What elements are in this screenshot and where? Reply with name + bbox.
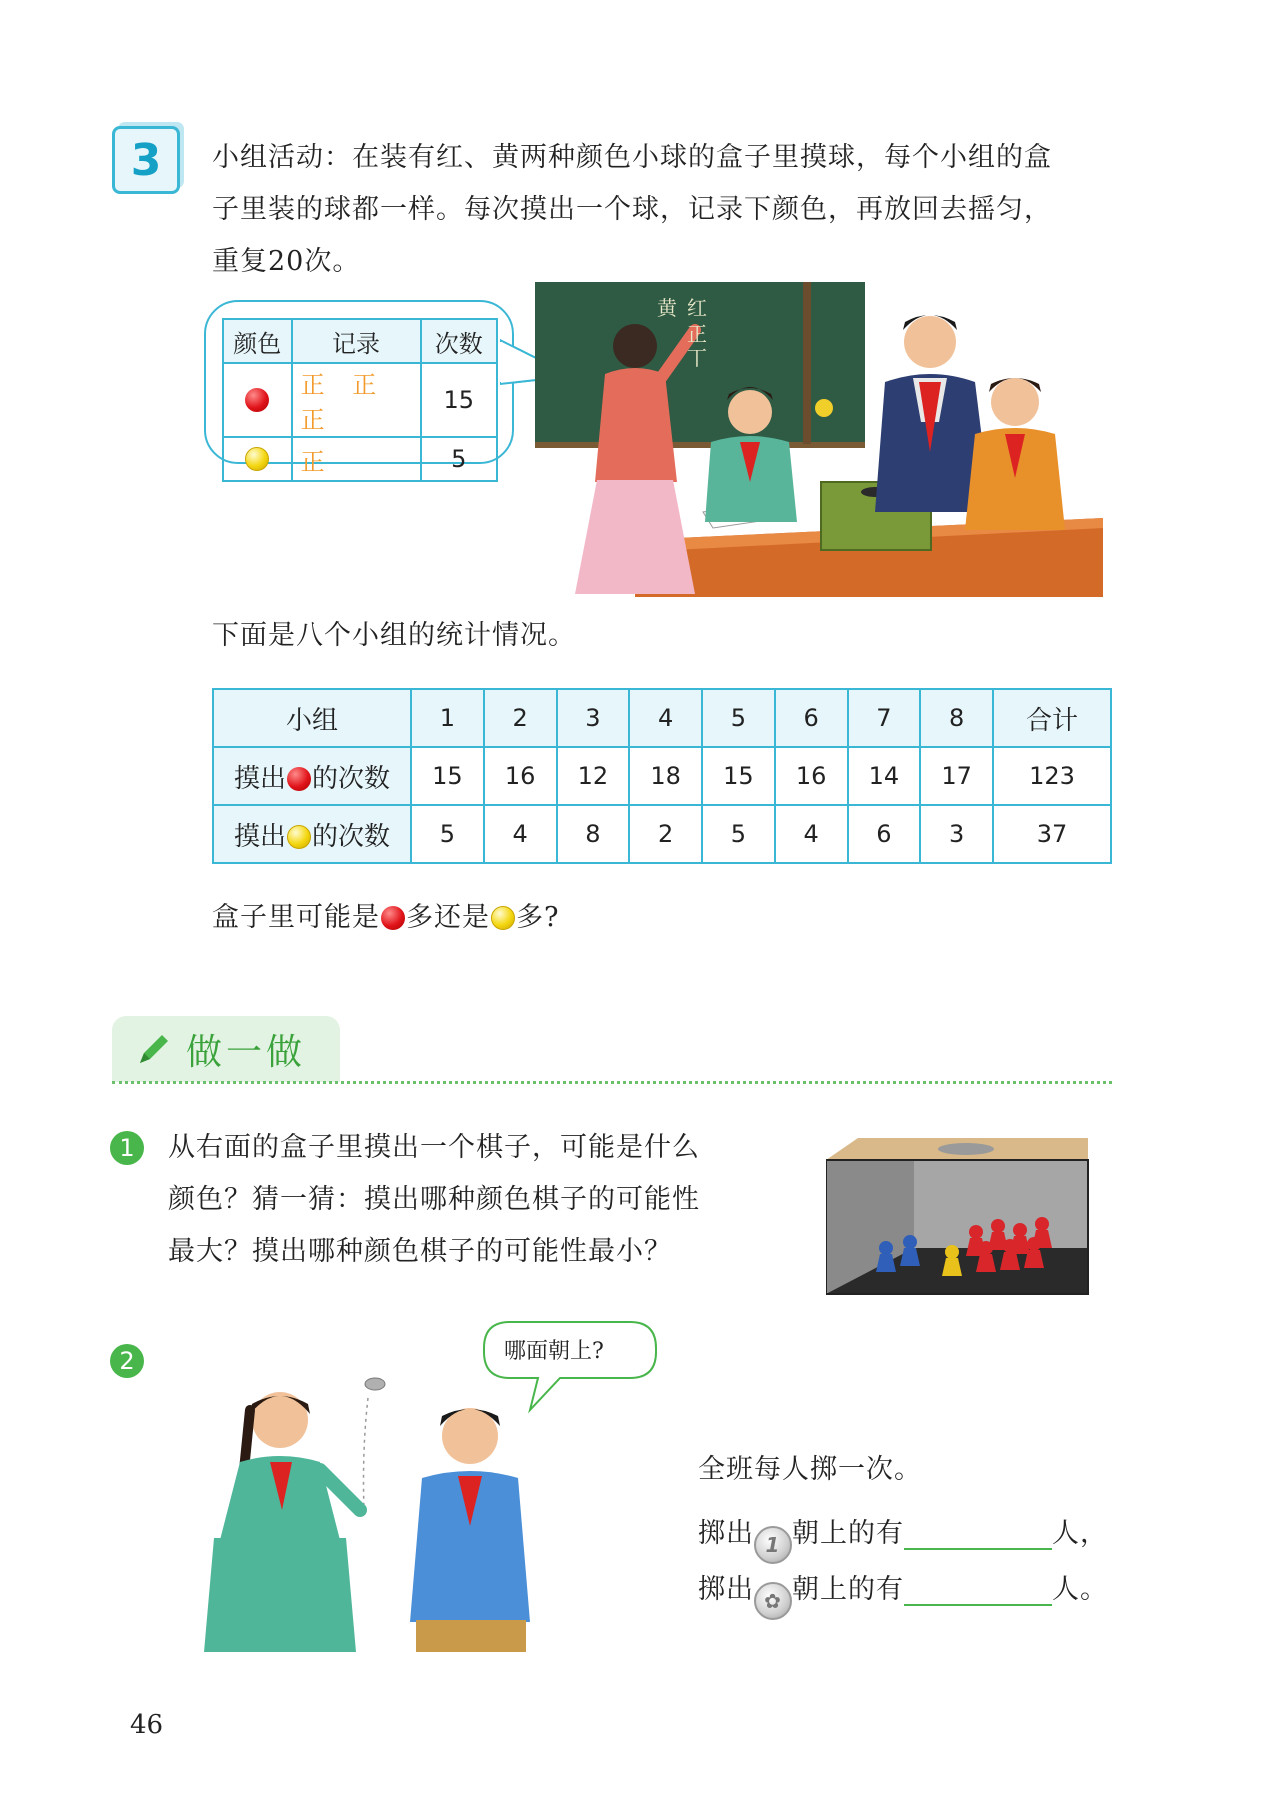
stats-group: 4 [629, 689, 702, 747]
question-mid: 多还是 [406, 902, 490, 933]
row-label-post: 的次数 [312, 821, 391, 852]
stats-group: 3 [557, 689, 630, 747]
record-tally: 正 [292, 437, 421, 481]
classroom-scene [535, 282, 1105, 597]
row-label-pre: 摸出 [233, 763, 286, 794]
record-tally: 正 正 正 [292, 363, 421, 437]
stats-cell: 4 [484, 805, 557, 863]
stats-cell: 16 [484, 747, 557, 805]
exercise-1-line-1: 从右面的盒子里摸出一个棋子，可能是什么 [168, 1132, 700, 1163]
red-ball-icon [223, 363, 292, 437]
line-3-end: 人。 [1052, 1574, 1108, 1605]
stats-cell-total: 123 [993, 747, 1111, 805]
line-3-pre: 掷出 [698, 1574, 754, 1605]
stats-row-red [213, 747, 1111, 805]
line-2-pre: 掷出 [698, 1518, 754, 1549]
section-title: 做一做 [186, 1031, 307, 1073]
stats-cell: 2 [629, 805, 702, 863]
stats-row-yellow [213, 805, 1111, 863]
row-label-post: 的次数 [312, 763, 391, 794]
question [212, 892, 559, 944]
coin-number-side-icon: 1 [754, 1526, 792, 1564]
stats-cell: 5 [411, 805, 484, 863]
exercise-1-line-3: 最大？摸出哪种颜色棋子的可能性最小？ [168, 1236, 672, 1267]
record-row-yellow [223, 437, 497, 481]
stats-group: 2 [484, 689, 557, 747]
stats-header-row [213, 689, 1111, 747]
example-line-1: 小组活动：在装有红、黄两种颜色小球的盒子里摸球，每个小组的盒 [212, 142, 1052, 173]
record-table-header [223, 319, 497, 363]
stats-cell: 15 [702, 747, 775, 805]
section-divider [112, 1081, 1112, 1084]
line-3-post: 朝上的有 [792, 1574, 904, 1605]
stats-cell-total: 37 [993, 805, 1111, 863]
stats-header-label: 小组 [213, 689, 411, 747]
stats-cell: 17 [920, 747, 993, 805]
exercise-1-line-2: 颜色？猜一猜：摸出哪种颜色棋子的可能性 [168, 1184, 700, 1215]
stats-cell: 15 [411, 747, 484, 805]
stats-group-total: 合计 [993, 689, 1111, 747]
example-line-3: 重复20次。 [212, 246, 361, 277]
example-number: 3 [130, 134, 162, 186]
exercise-2-number: 2 [110, 1344, 144, 1378]
stats-cell: 8 [557, 805, 630, 863]
answer-blank-2[interactable] [904, 1574, 1052, 1606]
stats-group: 1 [411, 689, 484, 747]
stats-cell: 5 [702, 805, 775, 863]
question-pre: 盒子里可能是 [212, 902, 380, 933]
example-text [212, 132, 1132, 288]
coin-flower-side-icon: ✿ [754, 1582, 792, 1620]
line-2-end: 人， [1052, 1518, 1108, 1549]
page-number: 46 [130, 1710, 164, 1740]
board-tally-yellow: 丅 [687, 346, 707, 370]
stats-cell: 4 [775, 805, 848, 863]
stats-cell: 16 [775, 747, 848, 805]
record-header-count: 次数 [421, 319, 497, 363]
question-post: 多? [516, 902, 560, 933]
board-label-red: 红 [687, 296, 707, 320]
exercise-2-line-2 [698, 1508, 1118, 1564]
classroom-illustration [535, 282, 1105, 597]
section-header [112, 1016, 340, 1082]
yellow-ball-icon [491, 906, 515, 930]
board-tally-red: 正 [687, 322, 707, 346]
record-count: 15 [421, 363, 497, 437]
row-label-pre: 摸出 [233, 821, 286, 852]
answer-blank-1[interactable] [904, 1518, 1052, 1550]
speech-text: 哪面朝上? [504, 1339, 604, 1364]
example-number-badge [112, 126, 180, 194]
pencil-icon [134, 1029, 174, 1069]
record-header-color: 颜色 [223, 319, 292, 363]
record-table [222, 318, 498, 482]
stats-group: 7 [848, 689, 921, 747]
stats-intro: 下面是八个小组的统计情况。 [212, 620, 576, 651]
board-label-yellow: 黄 [657, 296, 677, 320]
stats-row-label [213, 805, 411, 863]
exercise-2-line-1: 全班每人掷一次。 [698, 1454, 922, 1485]
stats-group: 8 [920, 689, 993, 747]
yellow-ball-icon [287, 825, 311, 849]
exercise-2-text [698, 1444, 1118, 1620]
yellow-ball-icon [223, 437, 292, 481]
stats-group: 6 [775, 689, 848, 747]
stats-cell: 12 [557, 747, 630, 805]
red-ball-icon [381, 906, 405, 930]
children-coin-illustration [200, 1370, 560, 1652]
exercise-1-number: 1 [110, 1131, 144, 1165]
stats-table [212, 688, 1112, 864]
chess-box-illustration [826, 1138, 1090, 1296]
stats-group: 5 [702, 689, 775, 747]
exercise-2-line-3 [698, 1564, 1118, 1620]
stats-cell: 3 [920, 805, 993, 863]
stats-cell: 18 [629, 747, 702, 805]
exercise-1-text [168, 1122, 768, 1278]
record-count: 5 [421, 437, 497, 481]
stats-row-label [213, 747, 411, 805]
example-line-2: 子里装的球都一样。每次摸出一个球，记录下颜色，再放回去摇匀， [212, 194, 1052, 225]
stats-cell: 6 [848, 805, 921, 863]
line-2-post: 朝上的有 [792, 1518, 904, 1549]
record-header-tally: 记录 [292, 319, 421, 363]
red-ball-icon [287, 767, 311, 791]
record-row-red [223, 363, 497, 437]
stats-cell: 14 [848, 747, 921, 805]
